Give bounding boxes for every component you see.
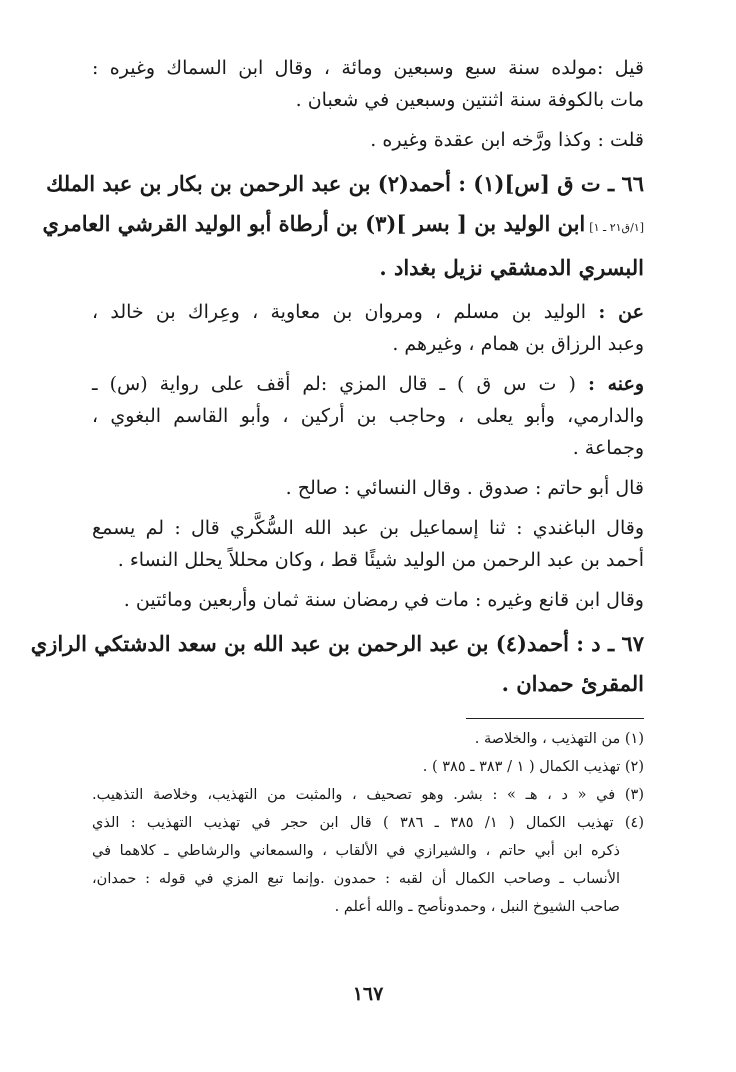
footnote-4-cont: صاحب الشيوخ النبل ، وحمدونأصح ـ والله أعلم .	[334, 899, 620, 915]
text-line	[92, 368, 644, 400]
entry-66-line-3: البسري الدمشقي نزيل بغداد .	[379, 255, 644, 280]
text-line: أحمد بن عبد الرحمن من الوليد شيئًا قط ، وكان محللاً يحلل النساء .	[117, 549, 644, 571]
text-line: وقال ابن قانع وغيره : مات في رمضان سنة ثمان وأربعين ومائتين .	[123, 589, 644, 611]
entry-66-line-2-text: ابن الوليد بن [ بسر ](٣) بن أرطاة أبو الوليد القرشي العامري	[42, 211, 586, 236]
text-line: وقال الباغندي : ثنا إسماعيل بن عبد الله السُّكَّري قال : لم يسمع	[92, 517, 644, 539]
text-line: قلت : وكذا ورَّخه ابن عقدة وغيره .	[370, 129, 644, 151]
baghandi-paragraph	[92, 512, 644, 576]
footnote-divider	[466, 718, 644, 719]
note-paragraph	[92, 124, 644, 156]
entry-67-heading	[30, 624, 644, 704]
text-line: قال أبو حاتم : صدوق . وقال النسائي : صالح .	[285, 477, 644, 499]
narrators-paragraph	[92, 368, 644, 464]
wanhu-text: ( ت س ق ) ـ قال المزي :لم أقف على رواية (س) ـ	[92, 373, 576, 395]
page-number: ١٦٧	[352, 983, 384, 1005]
footnote-2: (٢) تهذيب الكمال ( ١ / ٣٨٣ ـ ٣٨٥ ) .	[422, 759, 644, 775]
footnote-3: (٣) في « د ، هـ » : بشر. وهو تصحيف ، والمثبت من التهذيب، وخلاصة التذهيب.	[92, 787, 644, 803]
entry-66-line-1: ٦٦ ـ ت ق [س](١) : أحمد(٢) بن عبد الرحمن بن بكار بن عبد الملك	[46, 171, 644, 196]
ibn-qani-paragraph	[92, 584, 644, 616]
text-line	[92, 296, 644, 328]
text-line: والدارمي، وأبو يعلى ، وحاجب بن أركين ، وأبو القاسم البغوي ،	[92, 405, 644, 427]
text-line: قيل :مولده سنة سبع وسبعين ومائة ، وقال ابن السماك وغيره :	[92, 57, 644, 79]
footnote-1: (١) من التهذيب ، والخلاصة .	[474, 731, 644, 747]
footnote-4-cont: الأنساب ـ وصاحب الكمال أن لقبه : حمدون .وإنما تبع المزي في قوله : حمدان،	[92, 871, 620, 887]
an-label: عن :	[598, 301, 644, 323]
footnotes	[92, 725, 644, 921]
wanhu-label: وعنه :	[587, 373, 645, 395]
text-line: وجماعة .	[572, 437, 644, 459]
footnote-4-cont: ذكره ابن أبي حاتم ، والشيرازي في الألقاب ، والسمعاني والرشاطي ـ كلاهما في	[92, 843, 620, 859]
birth-paragraph	[92, 52, 644, 116]
entry-67-line-2: المقرئ حمدان .	[501, 671, 644, 696]
an-text: الوليد بن مسلم ، ومروان بن معاوية ، وعِراك بن خالد ،	[92, 301, 587, 323]
text-line: مات بالكوفة سنة اثنتين وسبعين في شعبان .	[295, 89, 644, 111]
narrated-from-paragraph	[92, 296, 644, 360]
footnote-4: (٤) تهذيب الكمال ( ١/ ٣٨٥ ـ ٣٨٦ ) قال ابن حجر في تهذيب التهذيب : الذي	[92, 815, 644, 831]
manuscript-folio-ref: [١/ق٢١ ـ ١]	[589, 221, 644, 234]
text-line: وعبد الرزاق بن همام ، وغيرهم .	[392, 333, 644, 355]
entry-67-line-1: ٦٧ ـ د : أحمد(٤) بن عبد الرحمن بن عبد الله بن سعد الدشتكي الرازي	[30, 631, 644, 656]
entry-66-line-2	[42, 204, 644, 248]
abu-hatim-paragraph	[92, 472, 644, 504]
entry-66-heading	[42, 164, 644, 288]
